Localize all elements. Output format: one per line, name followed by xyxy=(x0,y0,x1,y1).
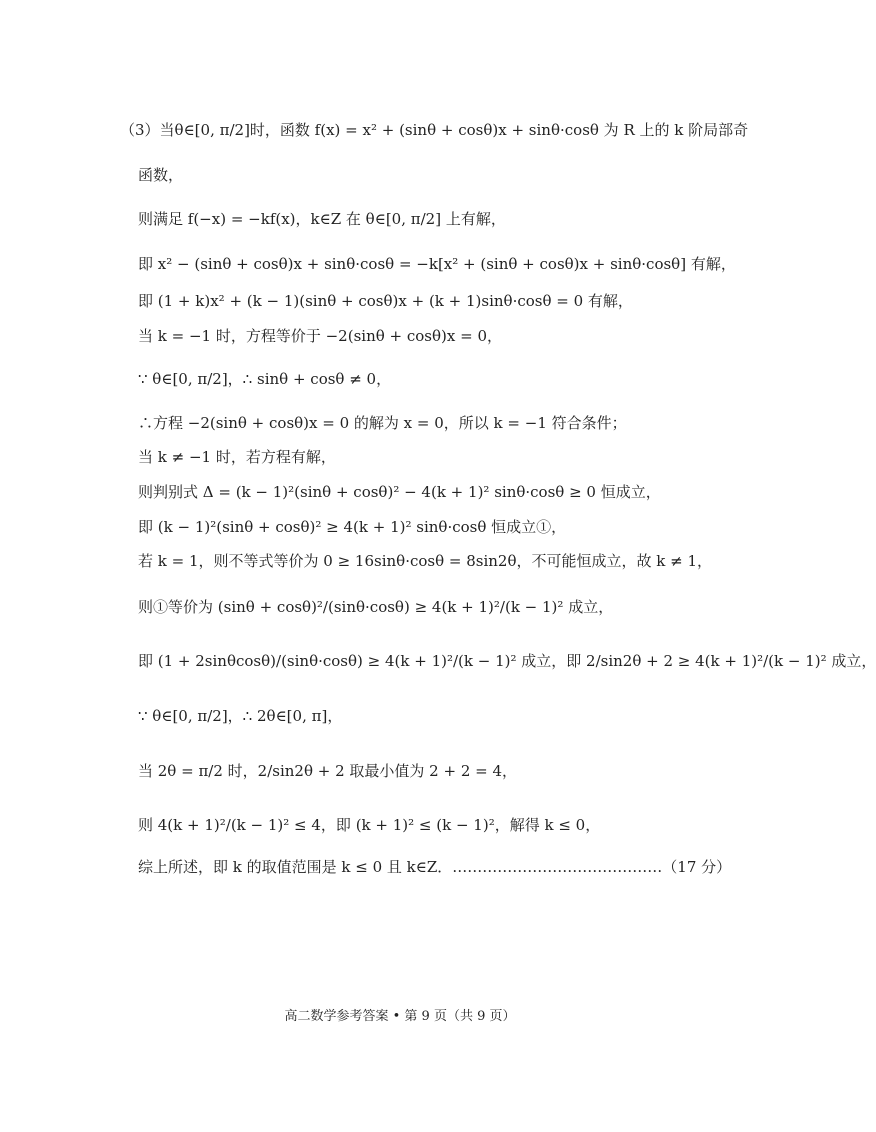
text-line: 即 x² − (sinθ + cosθ)x + sinθ·cosθ = −k[x² + (sinθ + cosθ)x + sinθ·cosθ] 有解， xyxy=(138,255,736,273)
text-line: 当 k ≠ −1 时，若方程有解， xyxy=(138,448,336,466)
text-line: （3）当θ∈[0, π/2]时，函数 f(x) = x² + (sinθ + cosθ)x + sinθ·cosθ 为 R 上的 k 阶局部奇 xyxy=(120,121,749,139)
text-line: 函数， xyxy=(138,166,184,184)
text-line: 综上所述，即 k 的取值范围是 k ≤ 0 且 k∈Z．……………………………………（17 分） xyxy=(138,858,732,876)
text-line: 若 k = 1，则不等式等价为 0 ≥ 16sinθ·cosθ = 8sin2θ，不可能恒成立，故 k ≠ 1， xyxy=(138,552,713,570)
text-line: 则 4(k + 1)²/(k − 1)² ≤ 4，即 (k + 1)² ≤ (k − 1)²，解得 k ≤ 0， xyxy=(138,816,601,834)
text-line: ∴方程 −2(sinθ + cosθ)x = 0 的解为 x = 0，所以 k = −1 符合条件； xyxy=(138,414,627,432)
text-line: 则判别式 Δ = (k − 1)²(sinθ + cosθ)² − 4(k + 1)² sinθ·cosθ ≥ 0 恒成立， xyxy=(138,483,661,501)
text-line: 当 2θ = π/2 时，2/sin2θ + 2 取最小值为 2 + 2 = 4， xyxy=(138,762,518,780)
text-line: 则①等价为 (sinθ + cosθ)²/(sinθ·cosθ) ≥ 4(k + 1)²/(k − 1)² 成立， xyxy=(138,598,614,616)
text-line: 即 (k − 1)²(sinθ + cosθ)² ≥ 4(k + 1)² sinθ·cosθ 恒成立①， xyxy=(138,518,567,536)
text-line: ∵ θ∈[0, π/2]，∴ sinθ + cosθ ≠ 0， xyxy=(138,370,392,388)
text-line: 即 (1 + k)x² + (k − 1)(sinθ + cosθ)x + (k + 1)sinθ·cosθ = 0 有解， xyxy=(138,292,633,310)
text-line: 则满足 f(−x) = −kf(x)，k∈Z 在 θ∈[0, π/2] 上有解， xyxy=(138,210,506,228)
text-line: 当 k = −1 时，方程等价于 −2(sinθ + cosθ)x = 0， xyxy=(138,327,502,345)
page-footer: 高二数学参考答案 • 第 9 页（共 9 页） xyxy=(284,1009,516,1024)
text-line: ∵ θ∈[0, π/2]，∴ 2θ∈[0, π]， xyxy=(138,707,343,725)
text-line: 即 (1 + 2sinθcosθ)/(sinθ·cosθ) ≥ 4(k + 1)²/(k − 1)² 成立，即 2/sin2θ + 2 ≥ 4(k + 1)²/(k − 1)² 成立， xyxy=(138,652,876,670)
